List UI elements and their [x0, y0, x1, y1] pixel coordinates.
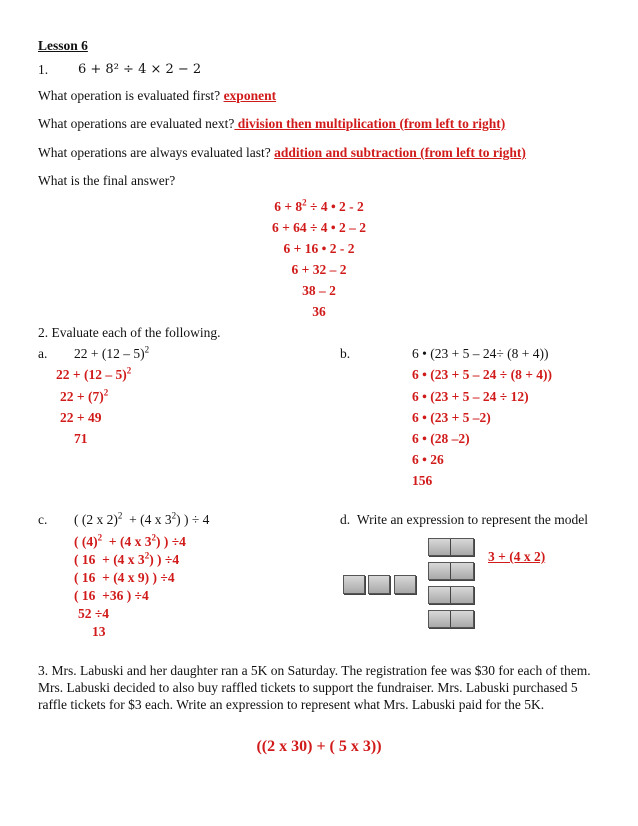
model-single-tile	[368, 575, 390, 594]
q1-expression: 6 + 8² ÷ 4 × 2 − 2	[78, 62, 202, 77]
model-pair-tile	[428, 538, 474, 556]
q1-next-line	[38, 116, 505, 132]
q1-first-answer: exponent	[223, 88, 277, 103]
q3-answer: ((2 x 30) + ( 5 x 3))	[256, 738, 382, 755]
q2a-work-4: 71	[74, 431, 88, 446]
model-pair-tile	[428, 586, 474, 604]
q1-next-answer: division then multiplication (from left to right)	[234, 116, 506, 131]
q1-last-answer: addition and subtraction (from left to right)	[274, 145, 526, 160]
q2a-work-3: 22 + 49	[60, 410, 102, 425]
q2a-work-2: $22 + (7)^2$	[60, 387, 109, 404]
q2a-label: a.	[38, 346, 48, 361]
q2c-work-2: ( 16 + (4 x $3^2$) ) ÷4	[74, 550, 180, 567]
q1-number: 1.	[38, 62, 49, 77]
q2d-prompt: d. Write an expression to represent the model	[340, 512, 589, 527]
q2b-work-4: 6 • (28 –2)	[412, 431, 470, 446]
q2-heading: 2. Evaluate each of the following.	[38, 325, 221, 340]
q1-last-line	[38, 145, 526, 161]
model-pair-tile	[428, 610, 474, 628]
q1-step-5: 38 – 2	[302, 283, 336, 298]
q1-final-question: What is the final answer?	[38, 173, 176, 188]
q2c-work-6: 13	[92, 624, 106, 639]
q3-text: 3. Mrs. Labuski and her daughter ran a 5K on Saturday. The registration fee was $30 for each of them. Mrs. Labuski decided to also buy raffled tickets to support the fundraiser. Mrs. Labuski purchased 5 raffle tickets for $3 each. Write an expression to represent what Mrs. Labuski paid for the 5K.	[38, 663, 591, 712]
q2b-work-2: 6 • (23 + 5 – 24 ÷ 12)	[412, 389, 529, 404]
q2b-problem: 6 • (23 + 5 – 24÷ (8 + 4))	[412, 346, 549, 361]
q1-last-question: What operations are always evaluated last?	[38, 145, 271, 160]
q2c-work-3: ( 16 + (4 x 9) ) ÷4	[74, 570, 175, 585]
q2d-answer: 3 + (4 x 2)	[488, 549, 546, 564]
q2b-label: b.	[340, 346, 351, 361]
q1-step-3: 6 + 16 • 2 - 2	[283, 241, 355, 256]
q2b-work-6: 156	[412, 473, 433, 488]
q1-next-question: What operations are evaluated next?	[38, 116, 235, 131]
q2a-problem: 22 + (12 – 5)$^2$	[74, 344, 150, 361]
q2c-work-5: 52 ÷4	[78, 606, 110, 621]
q1-first-line	[38, 88, 276, 104]
q1-step-1: $6 + 8^2 \div 4$ • 2 - 2	[274, 197, 364, 214]
model-single-tile	[394, 575, 416, 594]
q2c-work-1: ( $(4)^2 + (4$ x $3^2$) ) ÷4	[74, 532, 186, 549]
q1-step-6: 36	[312, 304, 326, 319]
q2b-work-5: 6 • 26	[412, 452, 444, 467]
q1-step-4: 6 + 32 – 2	[291, 262, 347, 277]
lesson-title: Lesson 6	[38, 38, 88, 53]
q2b-work-3: 6 • (23 + 5 –2)	[412, 410, 491, 425]
q2c-work-4: ( 16 +36 ) ÷4	[74, 588, 149, 603]
q2c-problem: ( (2 x 2)$^2$ + (4 x $3^2$) ) ÷ 4	[74, 510, 210, 527]
q2a-work-1: 22 + (12 – 5)$^2$	[56, 365, 132, 382]
q2b-work-1: 6 • (23 + 5 – 24 ÷ (8 + 4))	[412, 367, 553, 382]
q1-first-question: What operation is evaluated first?	[38, 88, 221, 103]
model-pair-tile	[428, 562, 474, 580]
q1-step-2: 6 + 64 ÷ 4 • 2 – 2	[271, 220, 367, 235]
q2c-label: c.	[38, 512, 48, 527]
model-single-tile	[343, 575, 365, 594]
